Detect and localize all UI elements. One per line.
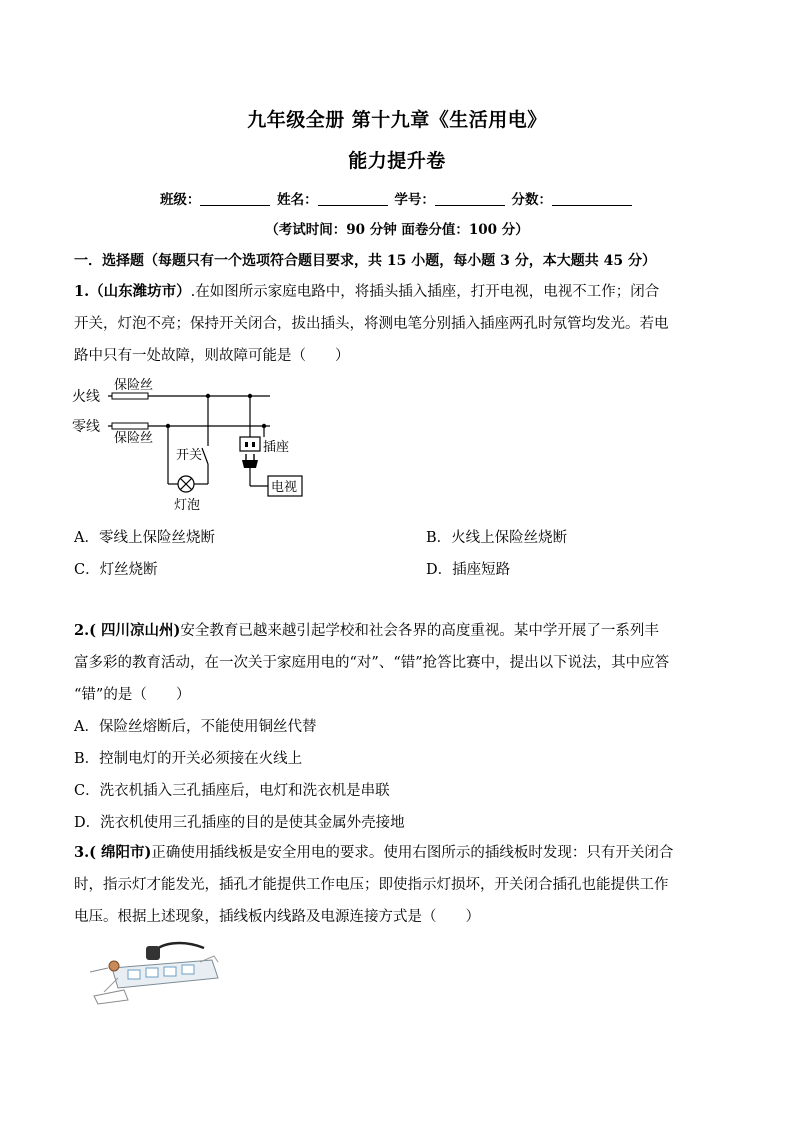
indicator-light-icon — [109, 961, 119, 971]
score-blank[interactable] — [552, 193, 632, 206]
section-heading: 一．选择题（每题只有一个选项符合题目要求，共 15 小题，每小题 3 分，本大题共 45 分） — [74, 253, 656, 269]
bulb-label: 灯泡 — [174, 498, 201, 513]
cord-icon — [154, 943, 204, 952]
q1-option-a[interactable]: A．零线上保险丝烧断 — [74, 530, 215, 546]
q2-text-2: 富多彩的教育活动，在一次关于家庭用电的“对”、“错”抢答比赛中，提出以下说法，其中应答 — [74, 655, 670, 671]
fuse-neutral-icon — [112, 423, 148, 429]
q1-option-c[interactable]: C．灯丝烧断 — [74, 562, 158, 578]
q3-text-2: 时，指示灯才能发光，插孔才能提供工作电压；即使指示灯损坏，开关闭合插孔也能提供工作 — [74, 877, 669, 893]
switch-icon — [202, 448, 208, 464]
name-label: 姓名： — [277, 192, 318, 208]
switch-label: 开关 — [176, 448, 203, 463]
neutral-wire-label: 零线 — [72, 419, 100, 435]
name-blank[interactable] — [318, 193, 388, 206]
tv-label: 电视 — [271, 480, 298, 495]
power-strip-image — [84, 938, 224, 1006]
q2-option-c[interactable]: C．洗衣机插入三孔插座后，电灯和洗衣机是串联 — [74, 783, 390, 799]
score-label: 分数： — [511, 192, 553, 208]
q1-source: （山东潍坊市） — [89, 283, 191, 300]
q2-source: ( 四川凉山州) — [89, 622, 181, 639]
fuse-live-label: 保险丝 — [114, 378, 154, 393]
q1-number: 1. — [74, 283, 90, 300]
q3-number: 3. — [74, 844, 90, 861]
q2-text-1: 安全教育已越来越引起学校和社会各界的高度重视。某中学开展了一系列丰 — [180, 623, 659, 639]
plug-icon — [242, 460, 258, 468]
live-wire-label: 火线 — [72, 389, 100, 405]
exam-info: （考试时间：90 分钟 面卷分值：100 分） — [265, 222, 529, 238]
fuse-live-icon — [112, 393, 148, 399]
student-id-blank[interactable] — [435, 193, 505, 206]
q2-option-a[interactable]: A．保险丝熔断后，不能使用铜丝代替 — [74, 719, 317, 735]
socket-label: 插座 — [263, 440, 290, 455]
q2-option-d[interactable]: D．洗衣机使用三孔插座的目的是使其金属外壳接地 — [74, 815, 405, 831]
question-1 — [74, 276, 724, 372]
plug-head-icon — [146, 946, 160, 960]
q2-option-b[interactable]: B．控制电灯的开关必须接在火线上 — [74, 751, 303, 767]
circuit-diagram — [70, 372, 310, 514]
question-3 — [74, 837, 724, 933]
page-title: 九年级全册 第十九章《生活用电》 — [247, 109, 547, 131]
q1-text-2: 开关，灯泡不亮；保持开关闭合，拔出插头，将测电笔分别插入插座两孔时氖管均发光。若电 — [74, 316, 669, 332]
q2-line1 — [74, 615, 724, 647]
page-subtitle: 能力提升卷 — [348, 150, 446, 172]
q3-line1 — [74, 837, 724, 869]
student-info-line — [0, 188, 794, 208]
fuse-neutral-label: 保险丝 — [114, 431, 154, 446]
question-2 — [74, 615, 724, 711]
q2-number: 2. — [74, 622, 90, 639]
student-id-label: 学号： — [394, 192, 435, 208]
q1-option-d[interactable]: D．插座短路 — [426, 562, 511, 578]
class-blank[interactable] — [200, 193, 270, 206]
q3-text-1: 正确使用插线板是安全用电的要求。使用右图所示的插线板时发现：只有开关闭合 — [151, 845, 674, 861]
q1-line1 — [74, 276, 724, 308]
q1-text-3: 路中只有一处故障，则故障可能是（ ） — [74, 348, 350, 364]
q1-option-b[interactable]: B．火线上保险丝烧断 — [426, 530, 568, 546]
q2-text-3: “错”的是（ ） — [74, 687, 191, 703]
q3-source: ( 绵阳市) — [89, 844, 152, 861]
socket-icon — [240, 437, 260, 451]
class-label: 班级： — [159, 192, 201, 208]
q3-text-3: 电压。根据上述现象，插线板内线路及电源连接方式是（ ） — [74, 909, 480, 925]
q1-text-1: .在如图所示家庭电路中，将插头插入插座，打开电视，电视不工作；闭合 — [190, 284, 660, 300]
